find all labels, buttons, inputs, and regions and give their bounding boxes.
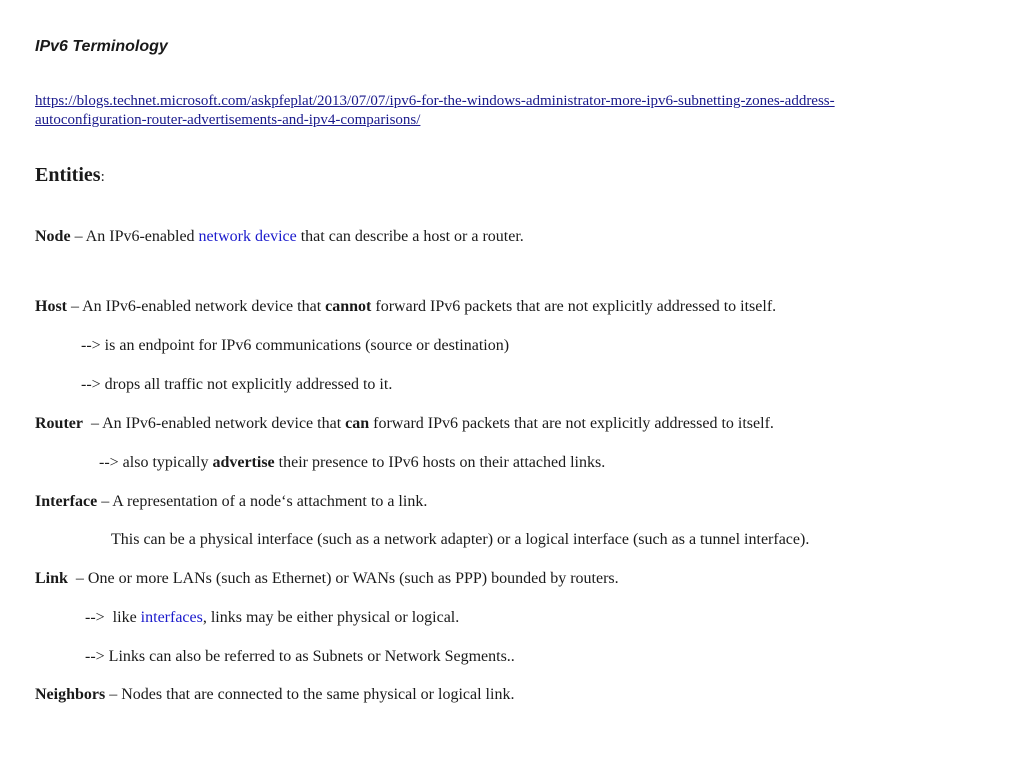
interfaces-link[interactable]: interfaces xyxy=(140,609,203,626)
interface-text: – A representation of a node‘s attachment to a link. xyxy=(97,493,428,510)
source-url-link[interactable] xyxy=(35,92,935,130)
host-text-post: forward IPv6 packets that are not explicitly addressed to itself. xyxy=(371,298,777,315)
term-host: Host xyxy=(35,298,67,315)
router-text-emphasis: can xyxy=(345,415,370,432)
host-text-pre: – An IPv6-enabled network device that xyxy=(67,298,326,315)
section-heading-entities xyxy=(35,164,105,187)
entry-host xyxy=(35,297,776,317)
neighbors-text: – Nodes that are connected to the same physical or logical link. xyxy=(105,686,515,703)
interface-note: This can be a physical interface (such as a network adapter) or a logical interface (such as a tunnel interface). xyxy=(111,531,810,548)
link-note-1-post: , links may be either physical or logical. xyxy=(202,609,460,626)
host-note-1: --> is an endpoint for IPv6 communications (source or destination) xyxy=(81,337,510,354)
entry-router xyxy=(35,414,774,434)
router-note-post: their presence to IPv6 hosts on their attached links. xyxy=(274,454,606,471)
node-text-pre: – An IPv6-enabled xyxy=(70,228,199,245)
link-text: – One or more LANs (such as Ethernet) or WANs (such as PPP) bounded by routers. xyxy=(67,570,619,587)
network-device-link[interactable]: network device xyxy=(198,228,297,245)
link-note-1-pre: --> like xyxy=(85,609,141,626)
source-url-line-2: autoconfiguration-router-advertisements-and-ipv4-comparisons/ xyxy=(35,112,421,128)
page-title: IPv6 Terminology xyxy=(35,38,168,55)
router-note-pre: --> also typically xyxy=(99,454,213,471)
router-note-emphasis: advertise xyxy=(212,454,275,471)
entry-interface xyxy=(35,492,427,512)
term-link: Link xyxy=(35,570,68,587)
term-router: Router xyxy=(35,415,83,432)
section-heading-text: Entities xyxy=(35,164,101,186)
node-text-post: that can describe a host or a router. xyxy=(296,228,524,245)
link-note-1 xyxy=(85,608,459,628)
entry-neighbors xyxy=(35,685,514,705)
router-note xyxy=(99,453,605,473)
term-neighbors: Neighbors xyxy=(35,686,106,703)
router-text-post: forward IPv6 packets that are not explicitly addressed to itself. xyxy=(369,415,774,432)
host-note-2: --> drops all traffic not explicitly addressed to it. xyxy=(81,376,393,393)
term-node: Node xyxy=(35,228,71,245)
section-heading-colon: : xyxy=(100,169,105,185)
source-url-line-1: https://blogs.technet.microsoft.com/askpfeplat/2013/07/07/ipv6-for-the-windows-administrator-more-ipv6-subnetting-zones-address- xyxy=(35,93,835,109)
host-text-emphasis: cannot xyxy=(325,298,372,315)
link-note-2: --> Links can also be referred to as Subnets or Network Segments.. xyxy=(85,648,515,665)
router-text-pre: – An IPv6-enabled network device that xyxy=(82,415,346,432)
entry-link xyxy=(35,569,619,589)
entry-node xyxy=(35,227,524,247)
term-interface: Interface xyxy=(35,493,98,510)
